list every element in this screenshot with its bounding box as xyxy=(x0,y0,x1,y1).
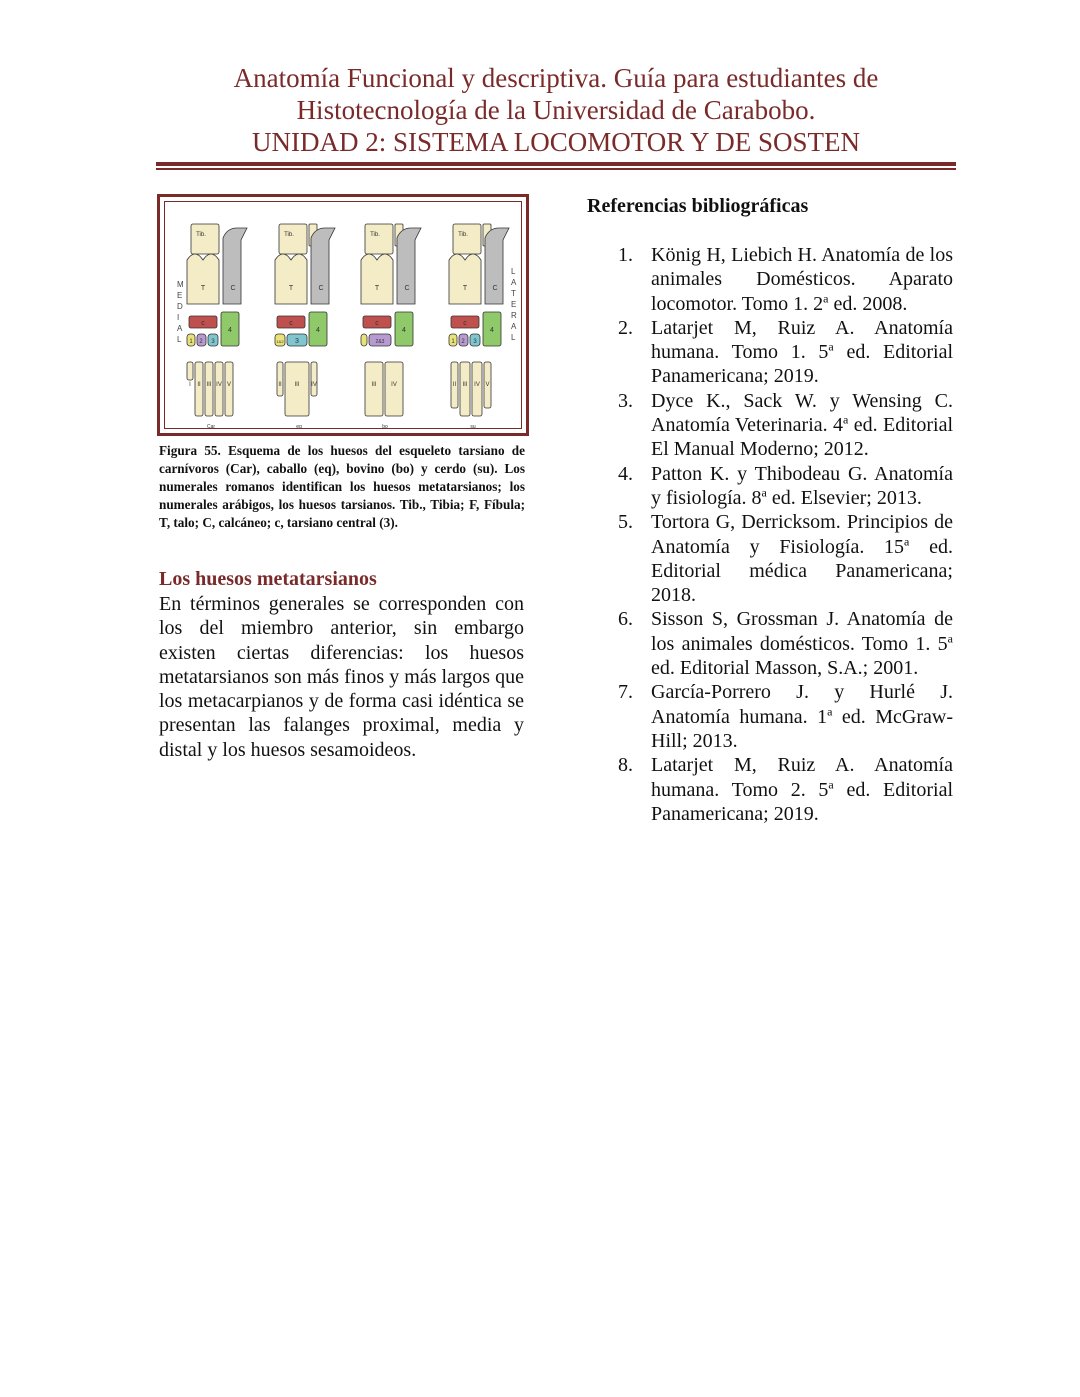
header-line-1: Anatomía Funcional y descriptiva. Guía para estudiantes de xyxy=(233,63,879,93)
fourth-tarsal-label: 4 xyxy=(316,327,320,334)
reference-text-end: ed. Editorial El Manual Moderno; 2012. xyxy=(651,414,954,461)
reference-number: 5. xyxy=(618,511,633,534)
tibia-label: Tib. xyxy=(196,232,206,238)
talus xyxy=(275,254,307,304)
header-line-3: UNIDAD 2: SISTEMA LOCOMOTOR Y DE SOSTEN xyxy=(251,127,861,157)
metatarsal-label: IV xyxy=(216,382,222,388)
reference-text: García-Porrero J. y Hurlé J. Anatomía humana. 1 xyxy=(651,681,953,728)
first-tarsal-label: 1 xyxy=(451,339,455,345)
reference-number: 2. xyxy=(618,316,633,339)
metatarsal-label: V xyxy=(226,382,232,388)
metatarsal-III xyxy=(285,362,309,416)
metatarsal-IV xyxy=(385,362,403,416)
fourth-tarsal-label: 4 xyxy=(490,327,494,334)
reference-item xyxy=(610,753,953,826)
metatarsal-label: III xyxy=(294,382,300,388)
species-column-su xyxy=(449,224,509,430)
reference-text-end: ed. Editorial Masson, S.A.; 2001. xyxy=(651,657,919,680)
talus xyxy=(449,254,481,304)
reference-text: Tortora G, Derricksom. Principios de Anatomía y Fisiología. 15 xyxy=(651,511,953,558)
species-label: eq xyxy=(296,424,302,430)
metatarsal-III xyxy=(460,362,470,416)
species-label: bo xyxy=(382,424,388,430)
metatarsal-II xyxy=(195,362,203,416)
reference-edition-superscript: a xyxy=(828,339,834,354)
metatarsal-III xyxy=(365,362,383,416)
reference-item xyxy=(610,510,953,607)
talus xyxy=(361,254,393,304)
species-column-Car xyxy=(187,224,247,430)
metatarsal-label: I xyxy=(189,382,191,388)
reference-edition-superscript: a xyxy=(828,776,834,791)
lateral-label: L A T E R A L xyxy=(511,267,517,342)
talus xyxy=(187,254,219,304)
reference-number: 8. xyxy=(618,754,633,777)
metatarsal-I xyxy=(187,362,193,380)
metatarsal-label: III xyxy=(206,382,212,388)
metatarsal-V xyxy=(225,362,233,416)
first-tarsal xyxy=(361,334,367,346)
reference-number: 1. xyxy=(618,244,633,266)
metatarsal-label: IV xyxy=(474,382,480,388)
tibia xyxy=(453,224,481,254)
tibia xyxy=(365,224,393,254)
species-label: su xyxy=(470,424,476,430)
reference-text: Latarjet M, Ruiz A. Anatomía humana. Tomo 2. 5 xyxy=(651,754,953,801)
tibia xyxy=(191,224,219,254)
metatarsal-IV xyxy=(215,362,223,416)
reference-number: 7. xyxy=(618,681,633,704)
reference-text-end: ed. Elsevier; 2013. xyxy=(766,486,922,509)
reference-text-end: ed. Editorial Panamericana; 2019. xyxy=(651,341,954,388)
reference-number: 3. xyxy=(618,389,633,412)
metatarsal-III xyxy=(205,362,213,416)
reference-item xyxy=(610,462,953,511)
third-tarsal-label: 3 xyxy=(211,339,215,345)
metatarsal-label: IV xyxy=(311,382,317,388)
first-tarsal-label: 1 xyxy=(189,339,193,345)
reference-edition-superscript: a xyxy=(947,631,953,646)
fourth-tarsal-label: 4 xyxy=(402,327,406,334)
second-third-tarsal-label: 2&3 xyxy=(375,339,385,345)
reference-item xyxy=(610,316,953,389)
metatarsal-IV xyxy=(311,362,317,396)
tibia xyxy=(279,224,307,254)
calcaneus xyxy=(397,228,421,304)
figure-inner-border xyxy=(164,201,522,429)
third-tarsal-label: 3 xyxy=(295,338,299,345)
reference-text: Sisson S, Grossman J. Anatomía de los animales domésticos. Tomo 1. 5 xyxy=(651,608,953,655)
metatarsal-label: II xyxy=(197,382,201,388)
figure-caption: Figura 55. Esquema de los huesos del esqueleto tarsiano de carnívoros (Car), caballo (eq), bovino (bo) y cerdo (su). Los numerales romanos identifican los huesos metatarsianos; los numerales arábigos, los huesos tarsianos. Tib., Tibia; F, Fíbula; T, talo; C, calcáneo; c, tarsiano central (3). xyxy=(159,443,525,530)
running-header xyxy=(156,62,956,158)
reference-number: 4. xyxy=(618,462,633,485)
figure-55 xyxy=(157,194,529,436)
talus-label: T xyxy=(462,285,468,292)
metatarsal-label: II xyxy=(278,382,282,388)
metatarsal-label: III xyxy=(371,382,377,388)
reference-text-end: ed. Editorial médica Panamericana; 2018. xyxy=(651,535,953,607)
reference-number: 6. xyxy=(618,608,633,631)
reference-text-end: ed. Editorial Panamericana; 2019. xyxy=(651,778,954,825)
first-second-tarsal-label: 1&2 xyxy=(276,339,284,344)
references-list xyxy=(610,243,953,826)
section-title: Los huesos metatarsianos xyxy=(159,568,377,590)
reference-item xyxy=(610,389,953,462)
reference-text: Latarjet M, Ruiz A. Anatomía humana. Tomo 1. 5 xyxy=(651,316,953,364)
metatarsal-label: II xyxy=(452,382,457,388)
calcaneus xyxy=(485,228,509,304)
metatarsal-label: V xyxy=(485,382,490,388)
fourth-tarsal-label: 4 xyxy=(228,327,232,334)
header-line-2: Histotecnología de la Universidad de Carabobo. xyxy=(296,95,816,125)
species-column-eq xyxy=(275,224,335,430)
metatarsal-II xyxy=(277,362,283,396)
reference-text-end: ed. McGraw-Hill; 2013. xyxy=(651,705,953,752)
tibia-label: Tib. xyxy=(370,232,380,238)
metatarsal-label: III xyxy=(462,382,468,388)
central-tarsal-label: c xyxy=(463,320,467,327)
reference-text: Patton K. y Thibodeau G. Anatomía y fisiología. 8 xyxy=(651,462,953,509)
header-rule-thin xyxy=(156,168,956,170)
reference-item xyxy=(610,607,953,680)
reference-item xyxy=(610,680,953,753)
calcaneus-label: C xyxy=(492,285,498,292)
second-tarsal-label: 2 xyxy=(199,339,203,345)
reference-edition-superscript: a xyxy=(761,485,767,500)
central-tarsal-label: c xyxy=(289,320,293,327)
calcaneus xyxy=(223,228,247,304)
section-paragraph: En términos generales se corresponden con los del miembro anterior, sin embargo existen ciertas diferencias: los huesos metatarsianos son más finos y más largos que los metacarpianos y de forma casi idéntica se presentan las falanges proximal, media y distal y los huesos sesamoideos. xyxy=(159,593,524,761)
central-tarsal-label: c xyxy=(201,320,205,327)
tibia-label: Tib. xyxy=(284,232,294,238)
reference-edition-superscript: a xyxy=(904,533,910,548)
third-tarsal-label: 3 xyxy=(473,339,477,345)
reference-text-end: ed. 2008. xyxy=(828,292,908,315)
references-title: Referencias bibliográficas xyxy=(587,195,809,217)
header-rule-thick xyxy=(156,162,956,166)
reference-edition-superscript: a xyxy=(843,412,849,427)
reference-edition-superscript: a xyxy=(827,703,833,718)
reference-item xyxy=(610,243,953,316)
talus-label: T xyxy=(288,285,294,292)
talus-label: T xyxy=(200,285,206,292)
reference-text: Dyce K., Sack W. y Wensing C. Anatomía Veterinaria. 4 xyxy=(651,389,953,437)
calcaneus xyxy=(311,228,335,304)
species-column-bo xyxy=(361,224,421,430)
calcaneus-label: C xyxy=(404,285,410,292)
tibia-label: Tib. xyxy=(458,232,468,238)
central-tarsal-label: c xyxy=(375,320,379,327)
calcaneus-label: C xyxy=(318,285,324,292)
tarsal-skeleton-diagram xyxy=(165,202,527,434)
reference-text: König H, Liebich H. Anatomía de los animales Domésticos. Aparato locomotor. Tomo 1. 2 xyxy=(651,244,953,315)
second-tarsal-label: 2 xyxy=(461,339,465,345)
species-label: Car xyxy=(206,424,216,430)
talus-label: T xyxy=(374,285,380,292)
reference-edition-superscript: a xyxy=(823,290,829,305)
metatarsal-label: IV xyxy=(391,382,397,388)
medial-label: M E D I A L xyxy=(177,280,184,344)
calcaneus-label: C xyxy=(230,285,236,292)
metatarsal-IV xyxy=(472,362,482,416)
